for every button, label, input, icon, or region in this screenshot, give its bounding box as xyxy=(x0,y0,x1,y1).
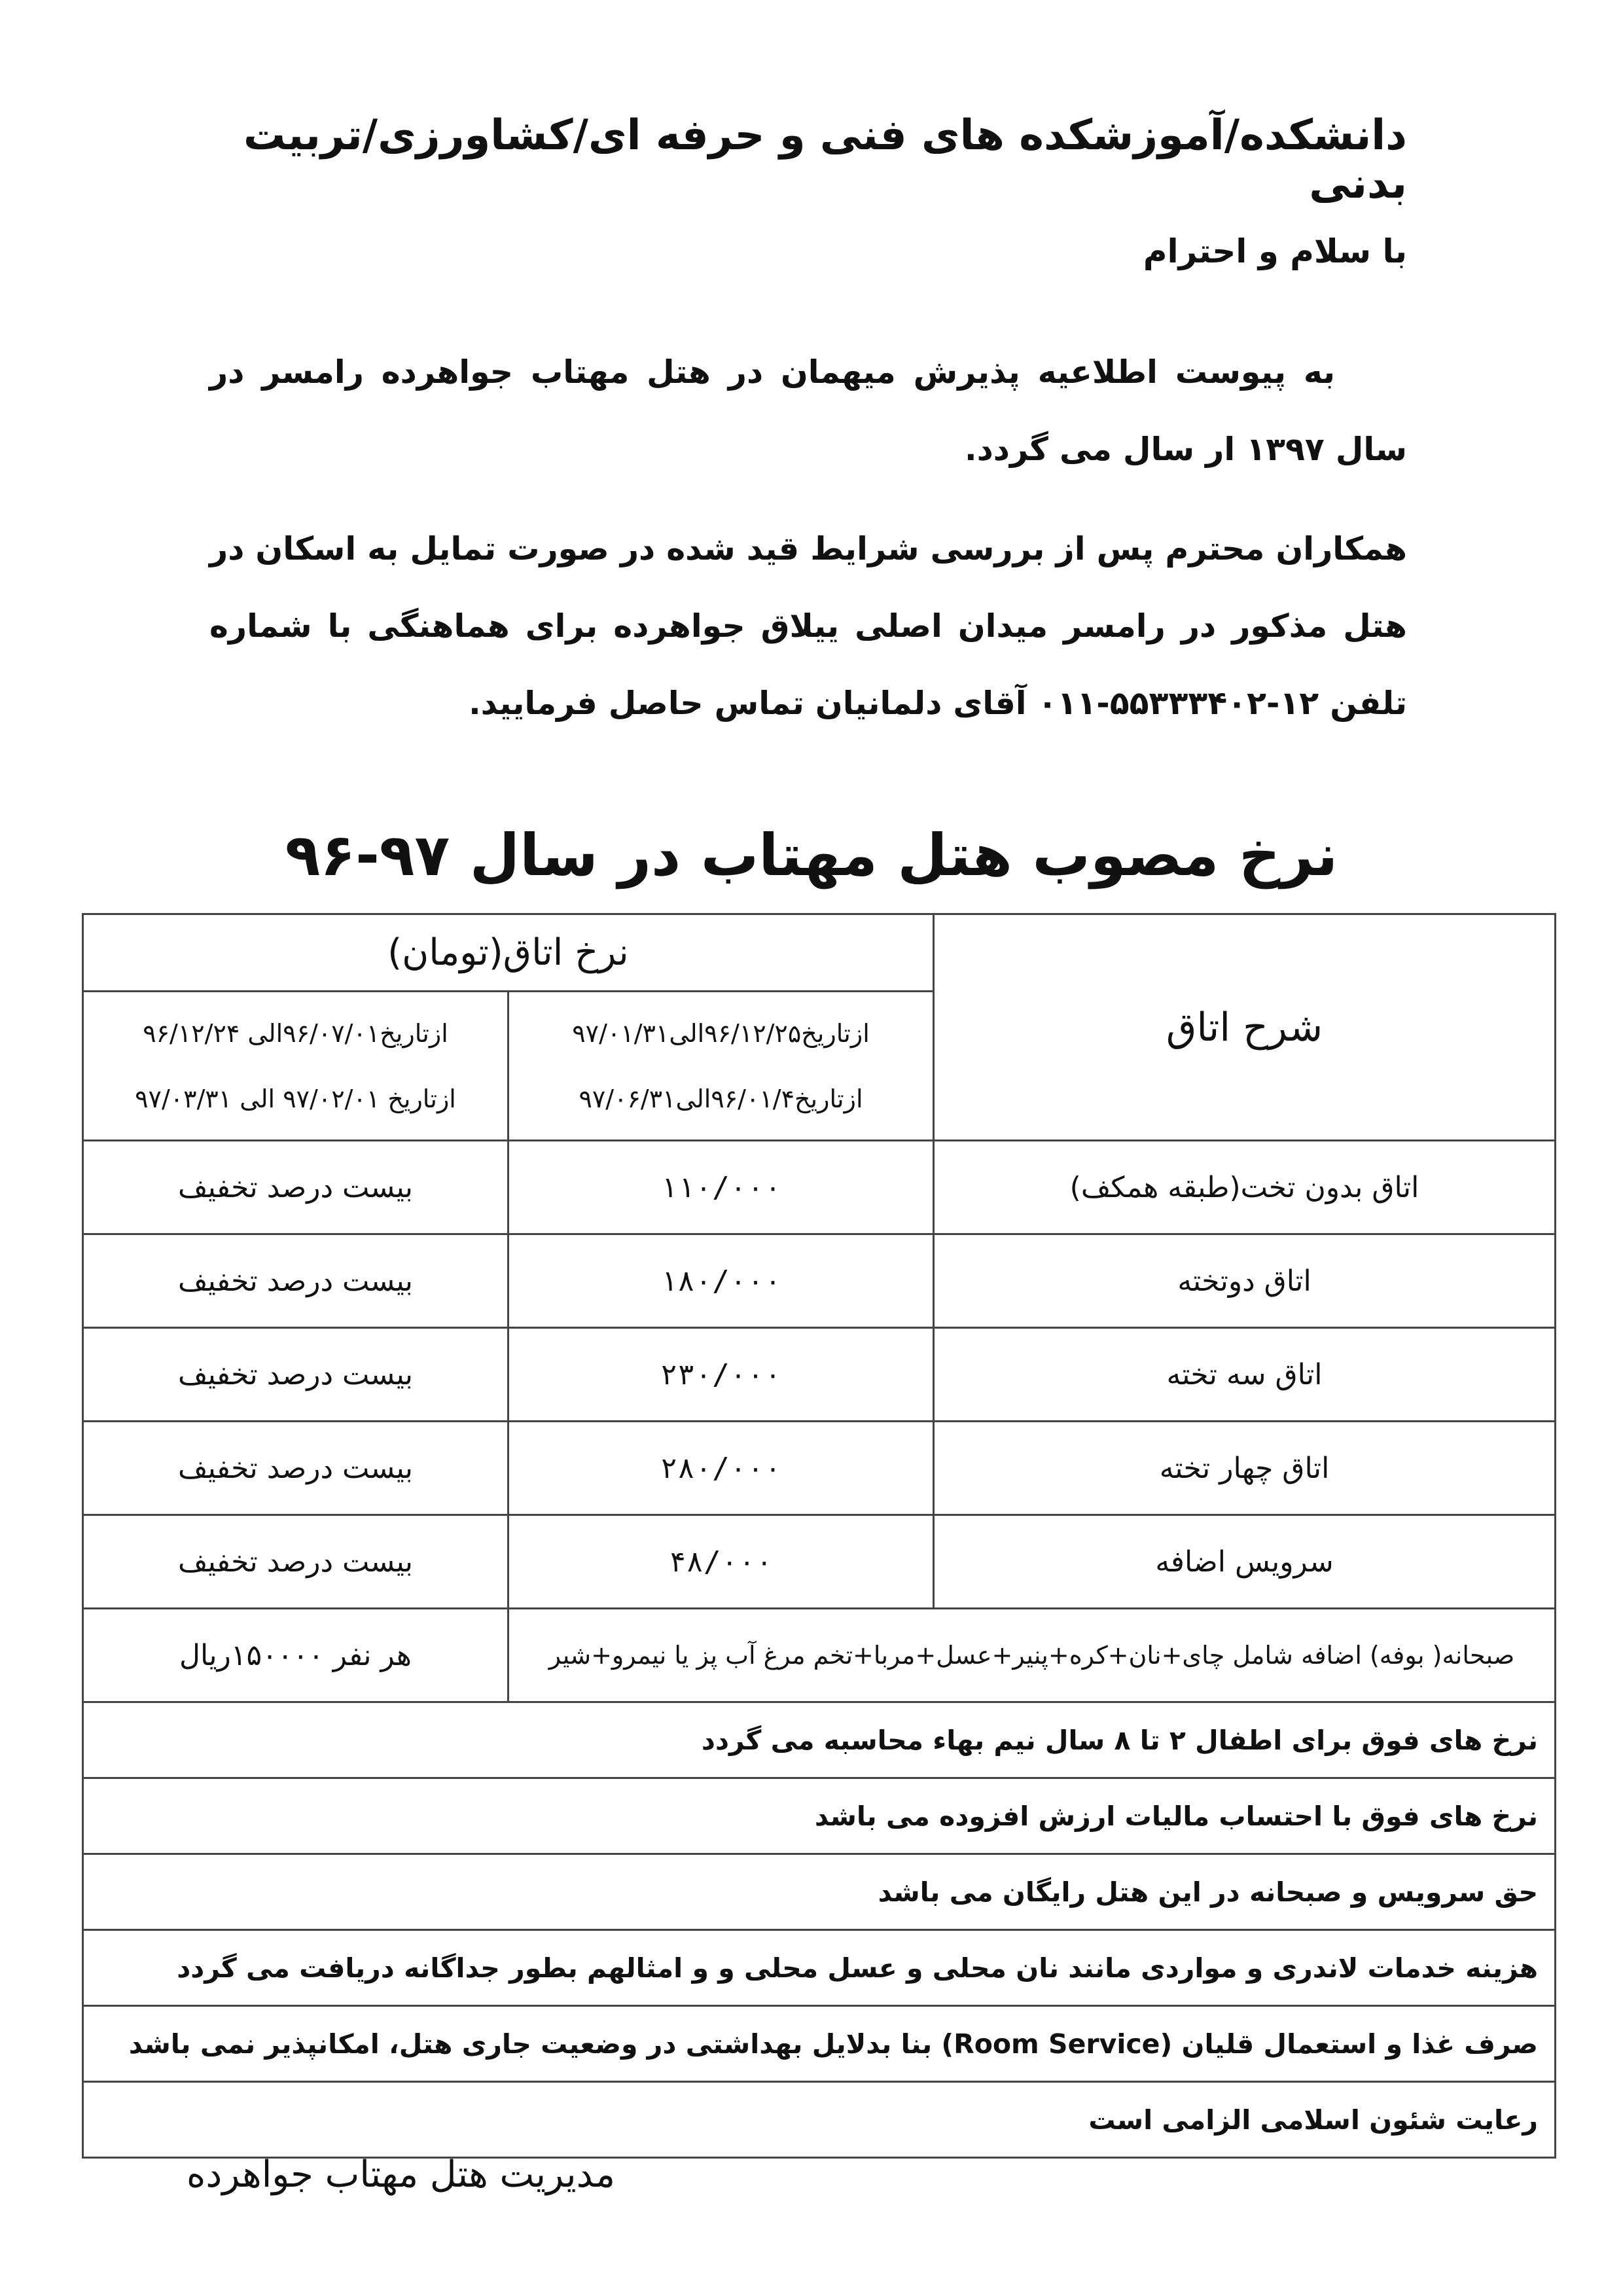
room-price: ۲۳۰/۰۰۰ xyxy=(508,1328,934,1422)
rate-table xyxy=(82,913,1556,2159)
table-header-row xyxy=(83,914,1556,992)
document-heading: دانشکده/آموزشکده های فنی و حرفه ای/کشاورزی/تربیت بدنی xyxy=(243,111,1407,208)
letter-paragraph-2: همکاران محترم پس از بررسی شرایط قید شده در صورت تمایل به اسکان در هتل مذکور در رامسر میدان اصلی ییلاق جواهرده برای هماهنگی با شماره تلفن ۱۲-۵۵۳۳۳۴۰۲-۰۱۱ آقای دلمانیان تماس حاصل فرمایید. xyxy=(209,530,1407,722)
note-text: صرف غذا و استعمال قلیان (Room Service) بنا بدلایل بهداشتی در وضعیت جاری هتل، امکانپذیر نمی باشد xyxy=(83,2006,1556,2082)
note-row xyxy=(83,2082,1556,2158)
room-price: ۱۱۰/۰۰۰ xyxy=(508,1141,934,1234)
letter-paragraph-1: به پیوست اطلاعیه پذیرش میهمان در هتل مهتاب جواهرده رامسر در سال ۱۳۹۷ ار سال می گردد. xyxy=(209,353,1407,468)
rate-table-title: نرخ مصوب هتل مهتاب در سال ۹۷-۹۶ xyxy=(285,821,1338,889)
room-name: اتاق دوتخته xyxy=(934,1234,1556,1328)
period-a-line-2: ازتاریخ۹۶/۰۱/۴الی۹۷/۰۶/۳۱ xyxy=(579,1084,863,1113)
period-b-line-1: ازتاریخ۹۶/۰۷/۰۱الی ۹۶/۱۲/۲۴ xyxy=(143,1018,448,1048)
note-row xyxy=(83,2006,1556,2082)
table-row xyxy=(83,1141,1556,1234)
room-name: اتاق چهار تخته xyxy=(934,1422,1556,1515)
table-row xyxy=(83,1515,1556,1609)
breakfast-description: صبحانه( بوفه) اضافه شامل چای+نان+کره+پنیر+عسل+مربا+تخم مرغ آب پز یا نیمرو+شیر xyxy=(508,1609,1556,1702)
room-discount: بیست درصد تخفیف xyxy=(83,1422,508,1515)
period-a-header xyxy=(508,992,934,1141)
note-text: نرخ های فوق با احتساب مالیات ارزش افزوده می باشد xyxy=(83,1778,1556,1854)
note-row xyxy=(83,1778,1556,1854)
room-description-header: شرح اتاق xyxy=(934,914,1556,1141)
table-row xyxy=(83,1328,1556,1422)
note-text: هزینه خدمات لاندری و مواردی مانند نان محلی و عسل محلی و و امثالهم بطور جداگانه دریافت می گردد xyxy=(83,1930,1556,2006)
breakfast-price: هر نفر ۱۵۰۰۰۰ریال xyxy=(83,1609,508,1702)
room-name: اتاق سه تخته xyxy=(934,1328,1556,1422)
room-price: ۱۸۰/۰۰۰ xyxy=(508,1234,934,1328)
signature: مدیریت هتل مهتاب جواهرده xyxy=(187,2153,615,2196)
period-b-line-2: ازتاریخ ۹۷/۰۲/۰۱ الی ۹۷/۰۳/۳۱ xyxy=(135,1084,456,1113)
period-b-header xyxy=(83,992,508,1141)
room-discount: بیست درصد تخفیف xyxy=(83,1515,508,1609)
room-discount: بیست درصد تخفیف xyxy=(83,1141,508,1234)
table-row xyxy=(83,1422,1556,1515)
room-price: ۴۸/۰۰۰ xyxy=(508,1515,934,1609)
note-text: نرخ های فوق برای اطفال ۲ تا ۸ سال نیم بهاء محاسبه می گردد xyxy=(83,1702,1556,1778)
room-name: اتاق بدون تخت(طبقه همکف) xyxy=(934,1141,1556,1234)
greeting: با سلام و احترام xyxy=(1143,232,1407,270)
note-row xyxy=(83,1930,1556,2006)
note-text: رعایت شئون اسلامی الزامی است xyxy=(83,2082,1556,2158)
period-a-line-1: ازتاریخ۹۶/۱۲/۲۵الی۹۷/۰۱/۳۱ xyxy=(572,1018,870,1048)
room-discount: بیست درصد تخفیف xyxy=(83,1328,508,1422)
table-row xyxy=(83,1234,1556,1328)
breakfast-row xyxy=(83,1609,1556,1702)
note-row xyxy=(83,1702,1556,1778)
note-row xyxy=(83,1854,1556,1930)
room-rate-header: نرخ اتاق(تومان) xyxy=(83,914,934,992)
room-discount: بیست درصد تخفیف xyxy=(83,1234,508,1328)
note-text: حق سرویس و صبحانه در این هتل رایگان می باشد xyxy=(83,1854,1556,1930)
room-name: سرویس اضافه xyxy=(934,1515,1556,1609)
room-price: ۲۸۰/۰۰۰ xyxy=(508,1422,934,1515)
